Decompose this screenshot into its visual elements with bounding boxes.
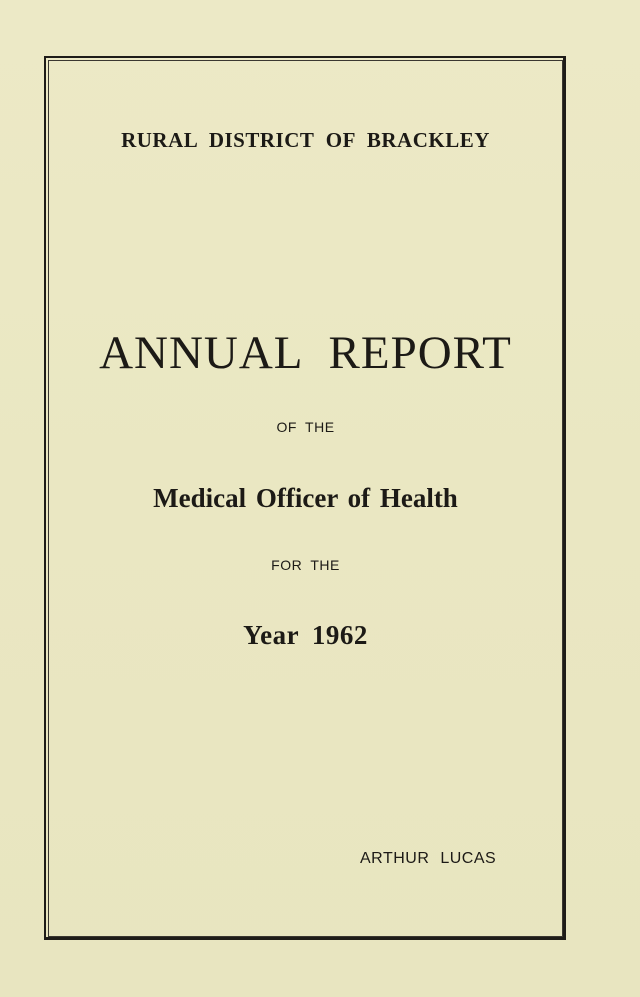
author-name: ARTHUR LUCAS [360,850,497,867]
for-the-text: FOR THE [271,557,340,573]
report-title: ANNUAL REPORT [99,327,512,379]
report-year: Year 1962 [243,620,368,650]
district-heading: RURAL DISTRICT OF BRACKLEY [121,128,490,152]
of-the-text: OF THE [276,419,335,435]
officer-title: Medical Officer of Health [153,483,458,513]
